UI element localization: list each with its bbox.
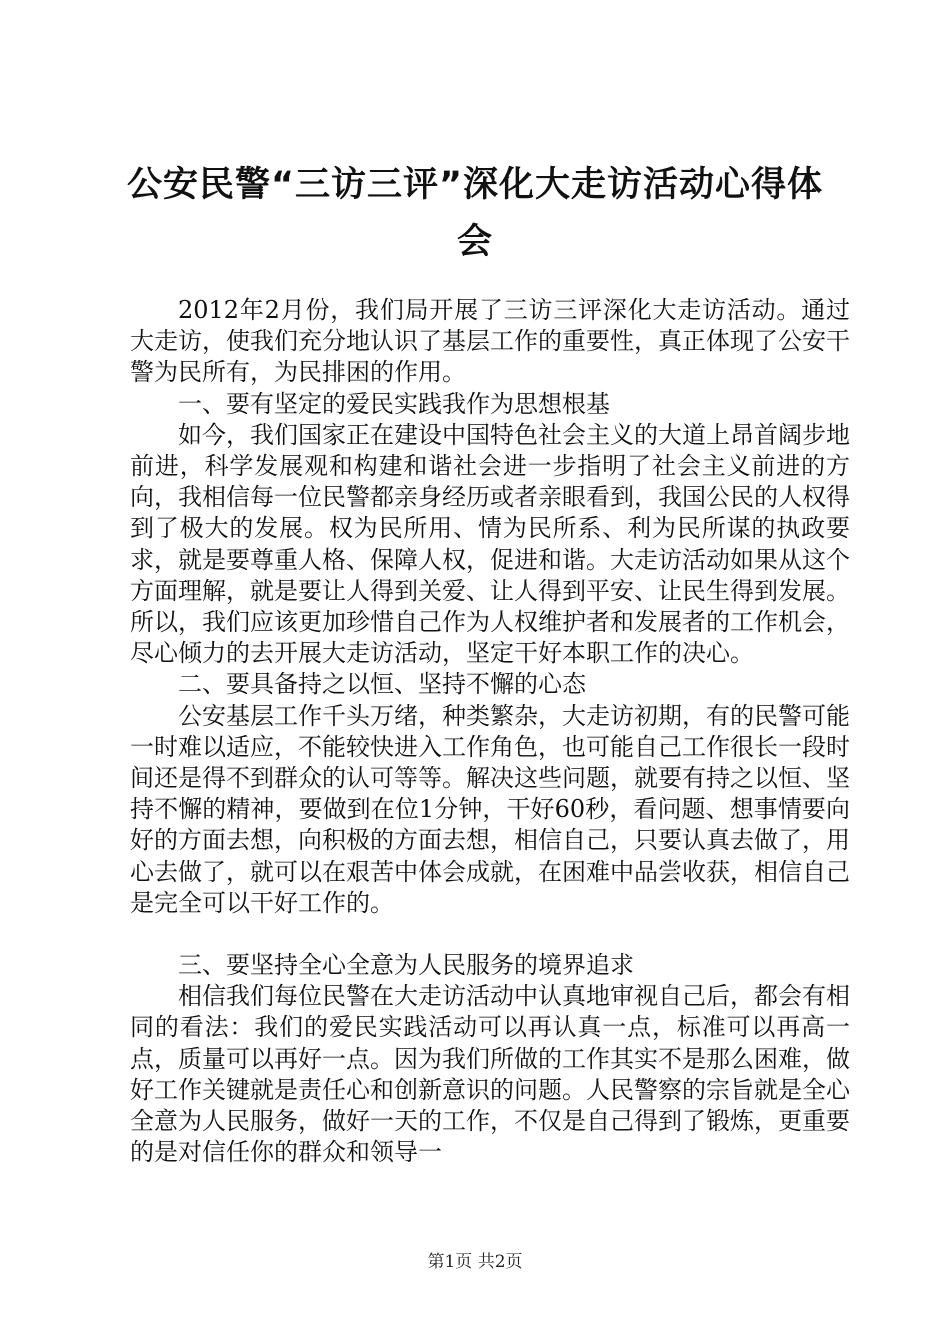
section-heading-3: 三、要坚持全心全意为人民服务的境界追求 xyxy=(178,951,634,980)
intro-paragraph: 2012年2月份，我们局开展了三访三评深化大走访活动。通过大走访，使我们充分地认识了基层工作的重要性，真正体现了公安干警为民所有，为民排困的作用。 xyxy=(130,296,850,387)
document-title-line2: 会 xyxy=(456,222,493,262)
document-body xyxy=(130,295,850,1168)
section-paragraph-2: 公安基层工作千头万绪，种类繁杂，大走访初期，有的民警可能一时难以适应，不能较快进入工作角色，也可能自己工作很长一段时间还是得不到群众的认可等等。解决这些问题，就要有持之以恒、坚持不懈的精神，要做到在位1分钟，干好60秒，看问题、想事情要向好的方面去想，向积极的方面去想，相信自己，只要认真去做了，用心去做了，就可以在艰苦中体会成就，在困难中品尝收获，相信自己是完全可以干好工作的。 xyxy=(130,701,850,917)
page-footer: 第1页 共2页 xyxy=(427,1252,523,1272)
section-heading-1: 一、要有坚定的爱民实践我作为思想根基 xyxy=(178,389,610,418)
section-paragraph-1: 如今，我们国家正在建设中国特色社会主义的大道上昂首阔步地前进，科学发展观和构建和谐社会进一步指明了社会主义前进的方向，我相信每一位民警都亲身经历或者亲眼看到，我国公民的人权得到了极大的发展。权为民所用、情为民所系、利为民所谋的执政要求，就是要尊重人格、保障人权，促进和谐。大走访活动如果从这个方面理解，就是要让人得到关爱、让人得到平安、让民生得到发展。所以，我们应该更加珍惜自己作为人权维护者和发展者的工作机会，尽心倾力的去开展大走访活动，坚定干好本职工作的决心。 xyxy=(130,420,850,668)
section-paragraph-3: 相信我们每位民警在大走访活动中认真地审视自己后，都会有相同的看法：我们的爱民实践活动可以再认真一点，标准可以再高一点，质量可以再好一点。因为我们所做的工作其实不是那么困难，做好工作关键就是责任心和创新意识的问题。人民警察的宗旨就是全心全意为人民服务，做好一天的工作，不仅是自己得到了锻炼，更重要的是对信任你的群众和领导一 xyxy=(130,982,850,1167)
section-heading-2: 二、要具备持之以恒、坚持不懈的心态 xyxy=(178,670,586,699)
document-title-line1: 公安民警“三访三评”深化大走访活动心得体 xyxy=(126,165,823,205)
paragraph-gap xyxy=(130,919,850,950)
